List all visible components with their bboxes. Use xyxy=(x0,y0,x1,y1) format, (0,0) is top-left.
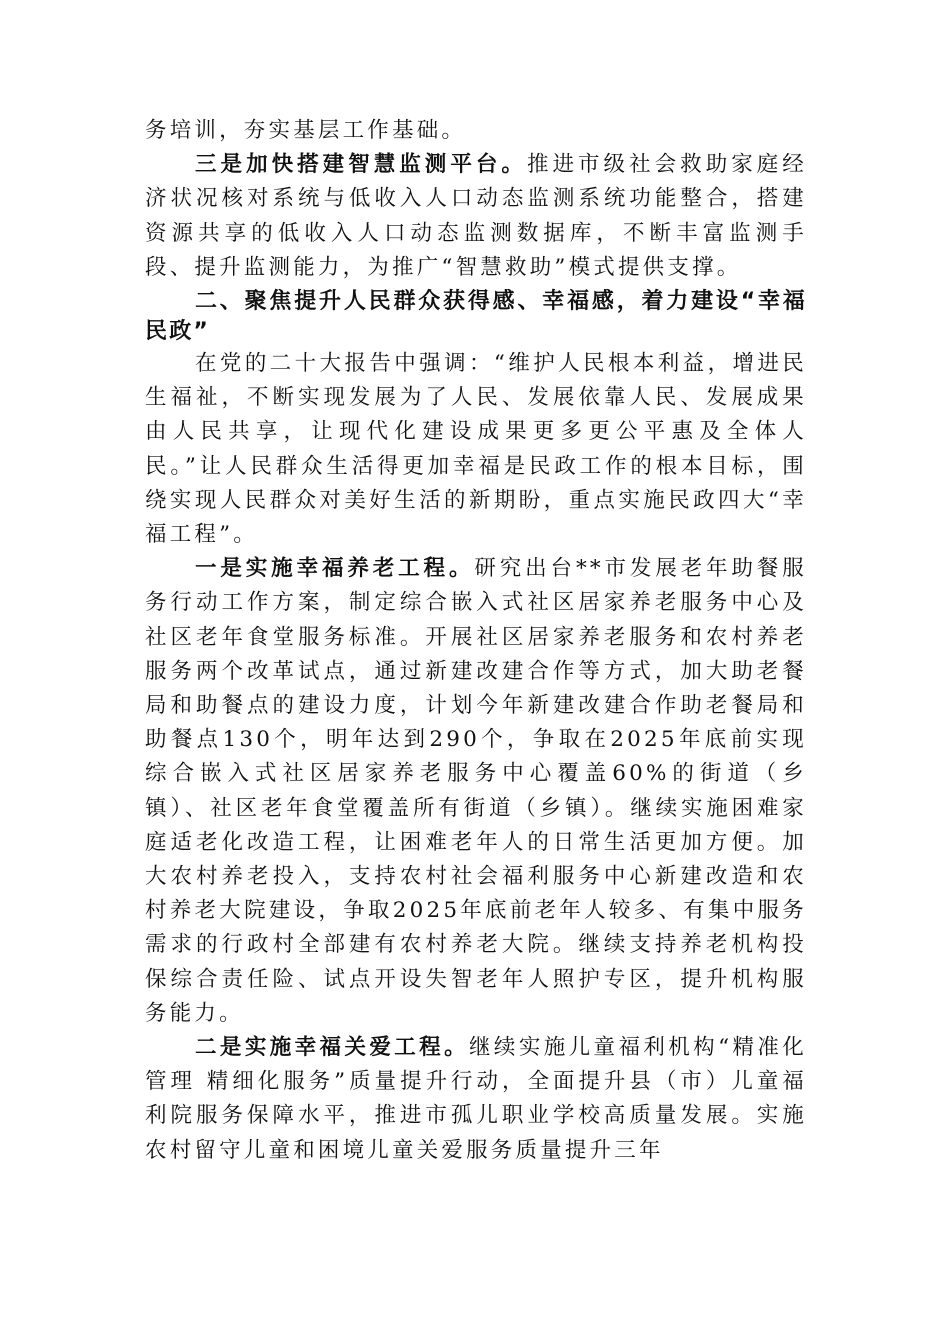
section-heading: 二、聚焦提升人民群众获得感、幸福感，着力建设“幸福民政” xyxy=(145,289,807,345)
paragraph-text: 务培训，夯实基层工作基础。 xyxy=(145,118,467,143)
paragraph-lead: 三是加快搭建智慧监测平台。 xyxy=(195,152,527,178)
paragraph-text: 研究出台**市发展老年助餐服务行动工作方案，制定综合嵌入式社区居家养老服务中心及社区老年食堂服务标准。开展社区居家养老服务和农村养老服务两个改革试点，通过新建改建合作等方式，加大助老餐局和助餐点的建设力度，计划今年新建改建合作助老餐局和助餐点130个，明年达到290个，争取在2025年底前实现综合嵌入式社区居家养老服务中心覆盖60%的街道（乡镇）、社区老年食堂覆盖所有街道（乡镇）。继续实施困难家庭适老化改造工程，让困难老年人的日常生活更加方便。加大农村养老投入，支持农村社会福利服务中心新建改造和农村养老大院建设，争取2025年底前老年人较多、有集中服务需求的行政村全部建有农村养老大院。继续支持养老机构投保综合责任险、试点开设失智老年人照护专区，提升机构服务能力。 xyxy=(145,556,808,1026)
paragraph-elderly-care xyxy=(145,552,807,1031)
paragraph-lead: 一是实施幸福养老工程。 xyxy=(195,556,475,582)
paragraph-continuation xyxy=(145,114,807,148)
paragraph-text: 继续实施儿童福利机构“精准化管理 精细化服务”质量提升行动，全面提升县（市）儿童福利院服务保障水平，推进市孤儿职业学校高质量发展。实施农村留守儿童和困境儿童关爱服务质量提升三年 xyxy=(145,1035,808,1163)
paragraph-text: 在党的二十大报告中强调：“维护人民根本利益，增进民生福祉，不断实现发展为了人民、发展依靠人民、发展成果由人民共享，让现代化建设成果更多更公平惠及全体人民。”让人民群众生活得更加幸福是民政工作的根本目标，围绕实现人民群众对美好生活的新期盼，重点实施民政四大“幸福工程”。 xyxy=(145,351,807,548)
paragraph-intro xyxy=(145,347,807,552)
paragraph-child-care xyxy=(145,1031,807,1168)
paragraph-smart-monitoring xyxy=(145,148,807,285)
paragraph-text: 推进市级社会救助家庭经济状况核对系统与低收入人口动态监测系统功能整合，搭建资源共享的低收入人口动态监测数据库，不断丰富监测手段、提升监测能力，为推广“智慧救助”模式提供支撑。 xyxy=(145,152,807,280)
document-page xyxy=(145,114,807,1168)
paragraph-lead: 二是实施幸福关爱工程。 xyxy=(195,1035,469,1061)
